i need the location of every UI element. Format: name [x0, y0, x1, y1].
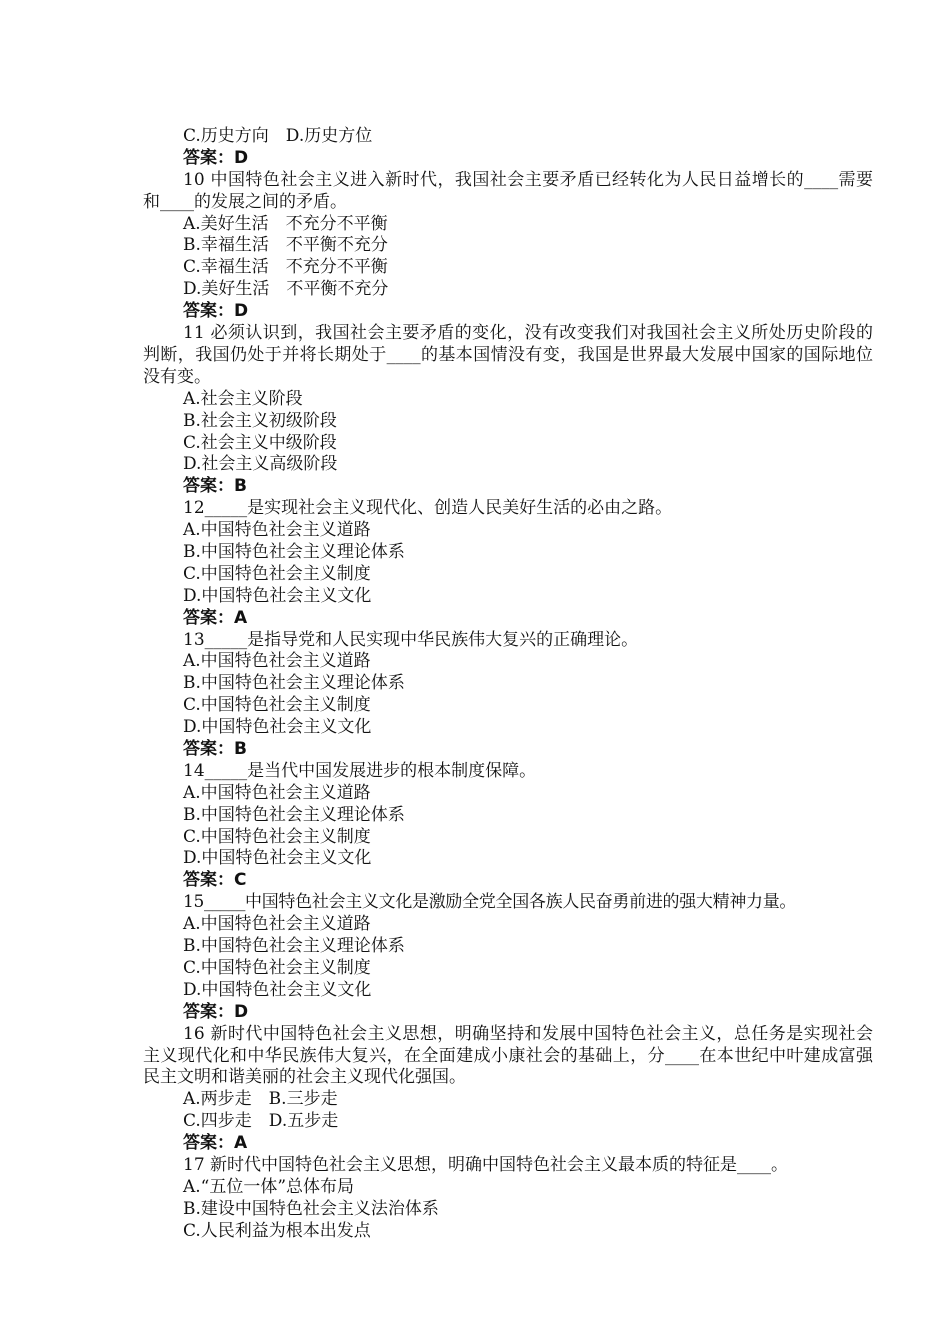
- option-line: A.两步走 B.三步走: [183, 1089, 338, 1110]
- question-text: 14_____是当代中国发展进步的根本制度保障。: [183, 760, 537, 781]
- option-line: A.“五位一体”总体布局: [183, 1176, 355, 1197]
- question-text: 10 中国特色社会主义进入新时代，我国社会主要矛盾已经转化为人民日益增长的____需要和____的发展之间的矛盾。: [143, 169, 873, 212]
- option-line: A.中国特色社会主义道路: [183, 782, 371, 803]
- answer-line: 答案：B: [183, 739, 247, 760]
- option-line: C.中国特色社会主义制度: [183, 826, 371, 847]
- answer-line: 答案：B: [183, 476, 247, 497]
- option-line: D.中国特色社会主义文化: [183, 717, 372, 738]
- question-text: 13_____是指导党和人民实现中华民族伟大复兴的正确理论。: [183, 629, 639, 650]
- document-page: [143, 126, 873, 1243]
- option-line: C.中国特色社会主义制度: [183, 563, 371, 584]
- answer-line: 答案：A: [183, 1133, 248, 1154]
- option-line: A.社会主义阶段: [183, 388, 303, 409]
- option-line: C.四步走 D.五步走: [183, 1111, 339, 1132]
- option-line: B.中国特色社会主义理论体系: [183, 936, 405, 957]
- option-line: D.社会主义高级阶段: [183, 454, 338, 475]
- question-text: 16 新时代中国特色社会主义思想，明确坚持和发展中国特色社会主义，总任务是实现社会主义现代化和中华民族伟大复兴，在全面建成小康社会的基础上，分____在本世纪中叶建成富强民主文明和谐美丽的社会主义现代化强国。: [143, 1023, 873, 1088]
- option-line: B.中国特色社会主义理论体系: [183, 673, 405, 694]
- option-line: C.社会主义中级阶段: [183, 432, 337, 453]
- question-text: 12_____是实现社会主义现代化、创造人民美好生活的必由之路。: [183, 498, 673, 519]
- option-line: C.中国特色社会主义制度: [183, 695, 371, 716]
- option-line: A.中国特色社会主义道路: [183, 914, 371, 935]
- option-line: C.中国特色社会主义制度: [183, 957, 371, 978]
- answer-line: 答案：A: [183, 607, 248, 628]
- option-line: B.幸福生活 不平衡不充分: [183, 235, 388, 256]
- answer-line: 答案：D: [183, 301, 249, 322]
- option-line: B.中国特色社会主义理论体系: [183, 804, 405, 825]
- answer-line: 答案：C: [183, 870, 247, 891]
- option-line: D.中国特色社会主义文化: [183, 979, 372, 1000]
- option-line: D.美好生活 不平衡不充分: [183, 279, 389, 300]
- option-line: B.社会主义初级阶段: [183, 410, 337, 431]
- option-line: B.中国特色社会主义理论体系: [183, 542, 405, 562]
- option-line: D.中国特色社会主义文化: [183, 848, 372, 869]
- question-text: 15_____中国特色社会主义文化是激励全党全国各族人民奋勇前进的强大精神力量。: [183, 892, 797, 913]
- answer-line: 答案：D: [183, 147, 249, 168]
- option-line: C.幸福生活 不充分不平衡: [183, 257, 388, 278]
- question-text: 11 必须认识到，我国社会主要矛盾的变化，没有改变我们对我国社会主义所处历史阶段的判断，我国仍处于并将长期处于____的基本国情没有变，我国是世界最大发展中国家的国际地位没有变。: [143, 323, 873, 387]
- option-line: D.中国特色社会主义文化: [183, 585, 372, 606]
- option-line: A.中国特色社会主义道路: [183, 651, 371, 672]
- option-line: A.美好生活 不充分不平衡: [183, 213, 388, 234]
- question-text: 17 新时代中国特色社会主义思想，明确中国特色社会主义最本质的特征是____。: [183, 1154, 789, 1175]
- answer-line: 答案：D: [183, 1001, 249, 1022]
- option-line: C.历史方向 D.历史方位: [183, 126, 373, 146]
- option-line: A.中国特色社会主义道路: [183, 520, 371, 541]
- option-line: B.建设中国特色社会主义法治体系: [183, 1198, 439, 1219]
- option-line: C.人民利益为根本出发点: [183, 1220, 371, 1241]
